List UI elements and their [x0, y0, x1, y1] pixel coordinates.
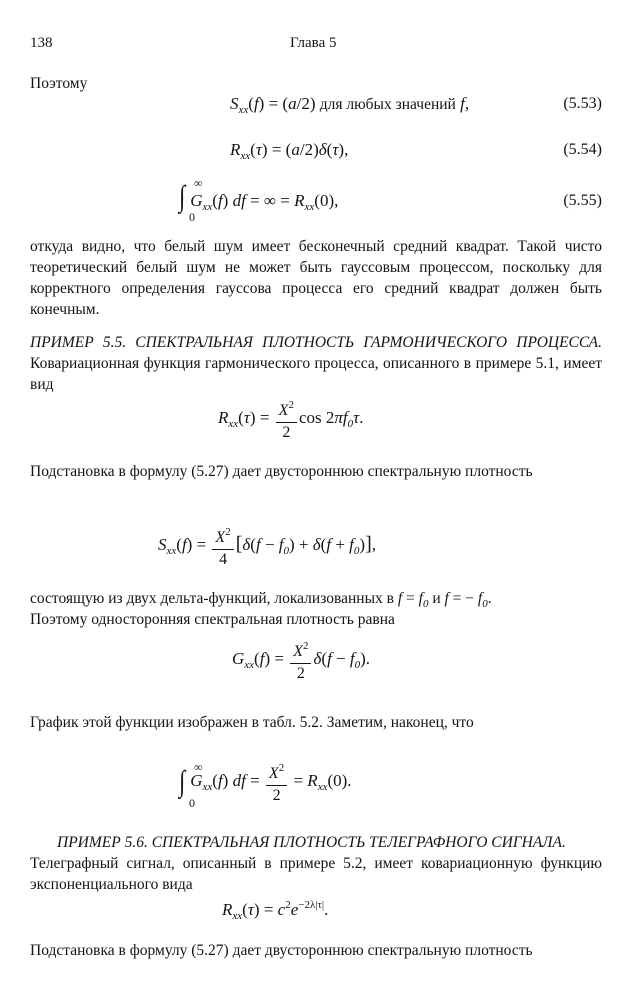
- equation-5-55: ∫ ∞ 0 $G_{xx}(f)$ df = ∞ = $R_{xx}(0)$,: [179, 176, 339, 224]
- equation-one-sided-density: $G_{xx}(f)$ = $\frac{X^2}{2}$ $\delta(f - f_0)$.: [232, 636, 370, 684]
- delta-text: состоящую из двух дельта-функций, локализованных в: [30, 590, 394, 607]
- equation-telegraph-covariance: $R_{xx}(\tau) = c^2e^{-2\lambda|\tau|}$.: [222, 899, 329, 922]
- eq-number-5-53: (5.53): [563, 95, 602, 112]
- chapter-title: Глава 5: [290, 35, 337, 51]
- fraction-x2-over-2c: $\frac{X^2}{2}$: [266, 758, 287, 806]
- paragraph-graph: График этой функции изображен в табл. 5.2. Заметим, наконец, что: [30, 714, 474, 731]
- paragraph-one-sided: Поэтому односторонняя спектральная плотность равна: [30, 611, 395, 628]
- eq-number-5-55: (5.55): [563, 192, 602, 209]
- paragraph-white-noise: откуда видно, что белый шум имеет бесконечный средний квадрат. Такой чисто теоретический белый шум не может быть гауссовым процессом, поскольку для корректного определения гауссова процесса его средний квадрат должен быть конечным.: [30, 238, 602, 318]
- example-5-5-title: ПРИМЕР 5.5. СПЕКТРАЛЬНАЯ ПЛОТНОСТЬ ГАРМОНИЧЕСКОГО ПРОЦЕССА.: [30, 334, 602, 351]
- example-5-6-title: ПРИМЕР 5.6. СПЕКТРАЛЬНАЯ ПЛОТНОСТЬ ТЕЛЕГРАФНОГО СИГНАЛА.: [57, 834, 566, 851]
- example-5-5-body: Ковариационная функция гармонического процесса, описанного в примере 5.1, имеет вид: [30, 355, 602, 393]
- equation-5-54: $R_{xx}(\tau) = (a/2)\delta(\tau)$,: [230, 140, 349, 162]
- therefore-label: Поэтому: [30, 75, 88, 92]
- fraction-x2-over-2b: $\frac{X^2}{2}$: [290, 636, 311, 684]
- fraction-x2-over-4: $\frac{X^2}{4}$: [212, 522, 233, 570]
- example-5-6-body: Телеграфный сигнал, описанный в примере 5.2, имеет ковариационную функцию экспоненциального вида: [30, 855, 602, 893]
- paragraph-substitution-2: Подстановка в формулу (5.27) дает двустороннюю спектральную плотность: [30, 942, 533, 959]
- paragraph-substitution-1: Подстановка в формулу (5.27) дает двустороннюю спектральную плотность: [30, 463, 533, 480]
- paragraph-delta-functions: состоящую из двух дельта-функций, локализованных в $f = f_0$ и f = − $f_0$.: [30, 590, 492, 610]
- fraction-x2-over-2: $\frac{X^2}{2}$: [276, 395, 297, 443]
- equation-5-53: $S_{xx}(f) = (a/2)$ для любых значений f,: [230, 94, 470, 116]
- eq-number-5-54: (5.54): [563, 141, 602, 158]
- equation-harmonic-covariance: $R_{xx}(\tau)$ = $\frac{X^2}{2}$ $\cos 2\pi f_0\tau$.: [218, 395, 363, 443]
- equation-integral-check: ∫ ∞ 0 $G_{xx}(f)$ df = $\frac{X^2}{2}$ = $R_{xx}(0)$.: [179, 760, 352, 810]
- example-5-5: [30, 332, 602, 395]
- equation-two-sided-density: $S_{xx}(f)$ = $\frac{X^2}{4}$ $[\delta(f - f_0) + \delta(f + f_0)]$,: [158, 522, 376, 570]
- page-number: 138: [30, 35, 53, 51]
- eq553-note: для любых значений: [319, 96, 456, 113]
